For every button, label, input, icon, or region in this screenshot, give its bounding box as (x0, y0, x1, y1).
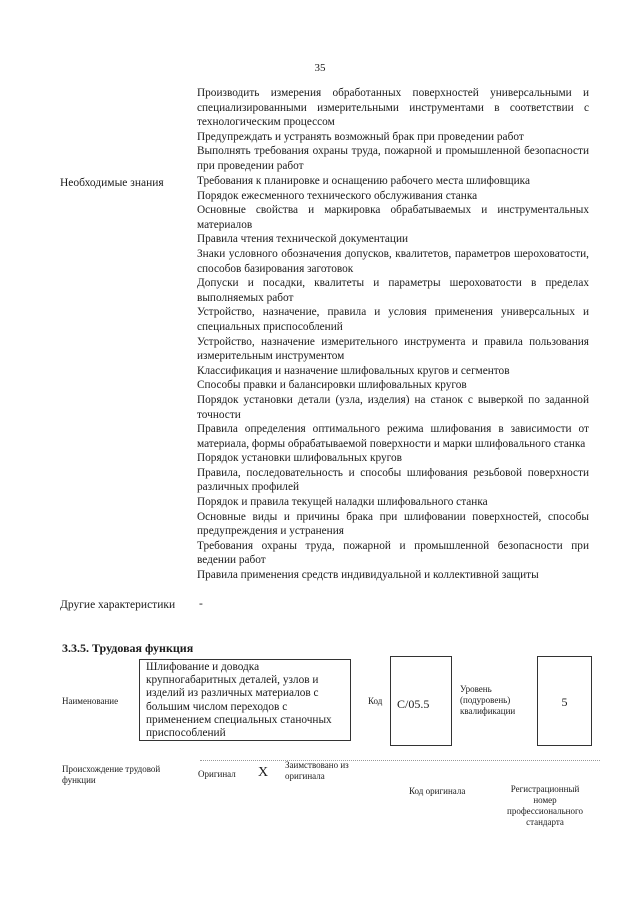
knowledge-item: Основные виды и причины брака при шлифовании поверхностей, способы предупреждения и устранения (197, 510, 589, 538)
code-value: C/05.5 (397, 697, 430, 711)
page-number: 35 (314, 62, 326, 74)
reg-number-label: Регистрационный номер профессионального стандарта (507, 784, 583, 827)
knowledge-item: Правила чтения технической документации (197, 233, 409, 246)
knowledge-item: Порядок ежесменного технического обслуживания станка (197, 189, 478, 202)
knowledge-item: Устройство, назначение измерительного инструмента и правила пользования измерительным инструментом (197, 335, 589, 363)
knowledge-label: Необходимые знания (60, 177, 164, 189)
knowledge-item: Классификация и назначение шлифовальных кругов и сегментов (197, 364, 510, 377)
knowledge-item: Знаки условного обозначения допусков, квалитетов, параметров шероховатости, способов базирования заготовок (197, 247, 589, 275)
origin-label: Происхождение трудовой функции (62, 764, 161, 785)
skill-item: Выполнять требования охраны труда, пожарной и промышленной безопасности при проведении работ (197, 145, 589, 172)
code-box (390, 656, 452, 746)
skill-item: Производить измерения обработанных поверхностей универсальными и специализированными измерительными инструментами в соответствии с технологическим процессом (197, 87, 589, 129)
knowledge-item: Устройство, назначение, правила и условия применения универсальных и специальных приспособлений (197, 306, 589, 333)
name-label: Наименование (62, 696, 119, 706)
knowledge-item: Способы правки и балансировки шлифовальных кругов (197, 379, 467, 392)
borrowed-label: Заимствовано из оригинала (285, 760, 349, 781)
code-label: Код (368, 696, 383, 706)
knowledge-item: Правила определения оптимального режима шлифования в зависимости от материала, формы обрабатываемой поверхности и марки шлифовального станка (197, 423, 589, 450)
divider (200, 760, 600, 761)
level-value: 5 (561, 695, 568, 709)
original-label: Оригинал (198, 769, 236, 779)
knowledge-item: Допуски и посадки, квалитеты и параметры шероховатости в пределах выполняемых работ (197, 277, 589, 304)
knowledge-item: Порядок установки детали (узла, изделия) на станок с выверкой по заданной точности (197, 393, 589, 421)
level-box (537, 656, 592, 746)
other-label: Другие характеристики (60, 599, 176, 611)
knowledge-list (197, 174, 589, 583)
knowledge-item: Основные свойства и маркировка обрабатываемых и инструментальных материалов (197, 204, 589, 231)
section-heading: 3.3.5. Трудовая функция (62, 641, 194, 655)
knowledge-item: Правила применения средств индивидуальной и коллективной защиты (197, 569, 539, 582)
function-name-box: Шлифование и доводка крупногабаритных деталей, узлов и изделий из различных материалов с большим числом переходов с применением специальных станочных приспособлений (139, 659, 351, 741)
knowledge-item: Правила, последовательность и способы шлифования резьбовой поверхности различных профилей (197, 466, 589, 494)
knowledge-item: Порядок и правила текущей наладки шлифовального станка (197, 496, 488, 509)
knowledge-item: Требования охраны труда, пожарной и промышленной безопасности при ведении работ (197, 539, 589, 567)
orig-code-label: Код оригинала (409, 786, 466, 796)
knowledge-item: Требования к планировке и оснащению рабочего места шлифовщика (197, 175, 530, 187)
skill-item: Предупреждать и устранять возможный брак при проведении работ (197, 130, 524, 143)
skills-list (197, 86, 589, 174)
other-value: - (199, 598, 203, 610)
level-label: Уровень (подуровень) квалификации (460, 684, 516, 716)
original-mark: X (258, 765, 269, 780)
knowledge-item: Порядок установки шлифовальных кругов (197, 452, 403, 465)
